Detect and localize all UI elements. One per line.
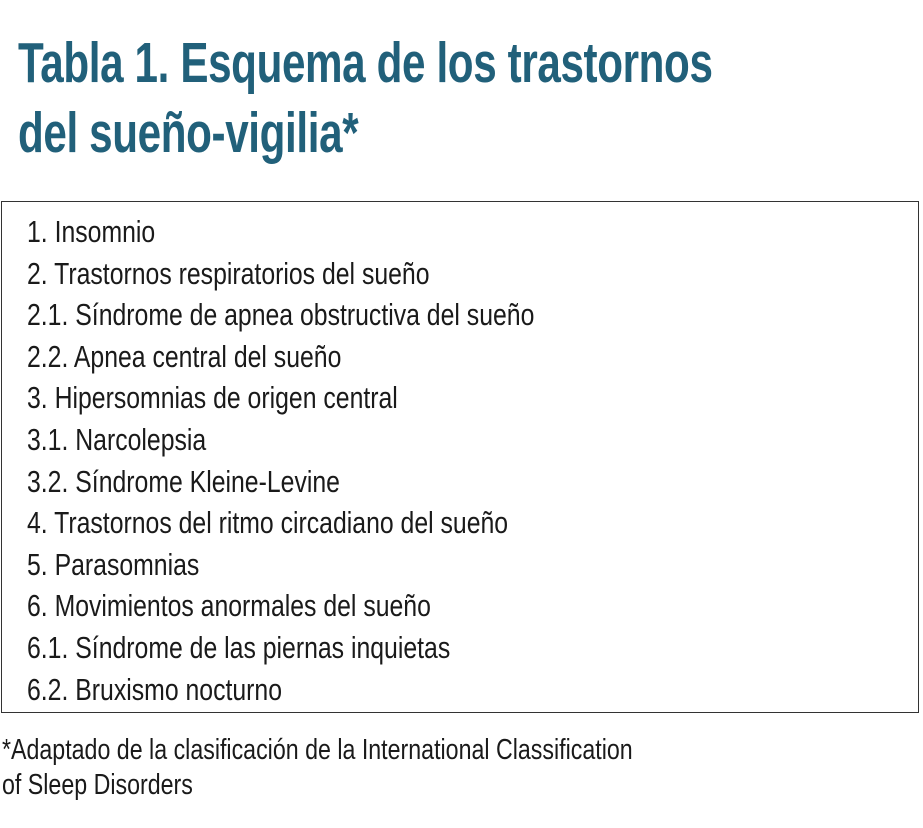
footnote-line-2: of Sleep Disorders <box>2 769 193 801</box>
list-item: 4. Trastornos del ritmo circadiano del sueño <box>27 505 509 541</box>
list-item: 2.1. Síndrome de apnea obstructiva del sueño <box>27 297 535 333</box>
footnote-line-1: *Adaptado de la clasificación de la International Classification <box>2 734 633 766</box>
disorders-list <box>27 211 534 710</box>
table-title-line-1: Tabla 1. Esquema de los trastornos <box>18 31 713 95</box>
list-item: 3. Hipersomnias de origen central <box>27 380 398 416</box>
list-item: 5. Parasomnias <box>27 546 200 582</box>
table-footnote <box>2 733 898 803</box>
table-title-line-2: del sueño-vigilia* <box>18 101 359 165</box>
list-item: 3.2. Síndrome Kleine-Levine <box>27 463 340 499</box>
list-item: 6.1. Síndrome de las piernas inquietas <box>27 629 451 665</box>
list-item: 6.2. Bruxismo nocturno <box>27 671 283 707</box>
list-item: 6. Movimientos anormales del sueño <box>27 588 431 624</box>
list-item: 1. Insomnio <box>27 214 156 249</box>
table-title <box>18 28 906 168</box>
list-item: 2. Trastornos respiratorios del sueño <box>27 255 430 291</box>
list-item: 2.2. Apnea central del sueño <box>27 338 342 374</box>
sleep-disorders-table <box>1 201 919 713</box>
list-item: 3.1. Narcolepsia <box>27 421 207 457</box>
